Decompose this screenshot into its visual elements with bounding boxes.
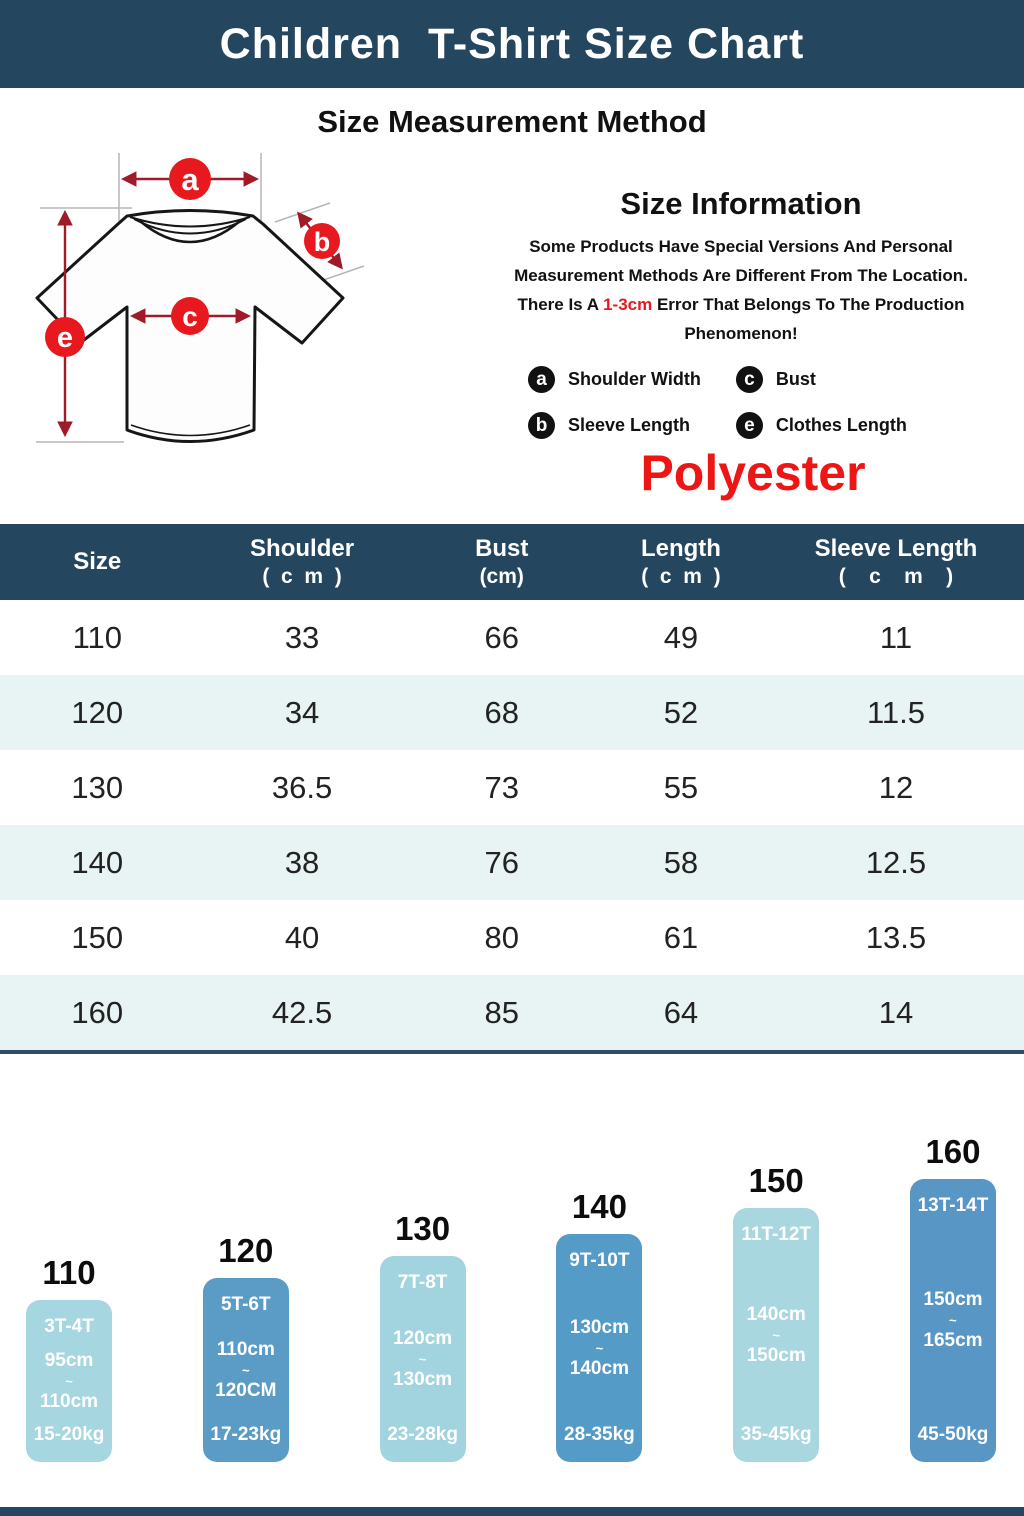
tilde: ~ (595, 1340, 604, 1356)
table-row (0, 750, 1024, 825)
bar-column-130 (380, 1210, 466, 1462)
column-header-shoulder: Shoulder ( c m ) (195, 524, 410, 600)
shoulder-cell: 40 (284, 919, 320, 955)
size-cell: 140 (71, 844, 124, 880)
bust-cell: 80 (484, 919, 519, 955)
size-cell: 160 (0, 975, 195, 1052)
height-range: 110cm ~ 120CM (215, 1338, 277, 1401)
bust-cell: 66 (484, 619, 519, 655)
size-information-note (502, 232, 980, 348)
note-text-part2: Error That Belongs To The Production Phenomenon! (652, 295, 965, 343)
note-text-part1: Some Products Have Special Versions And Personal Measurement Methods Are Different From The Location. There Is A (514, 237, 968, 314)
legend-label: Bust (775, 369, 816, 389)
bar-size-label: 150 (748, 1162, 804, 1199)
size-cell: 120 (71, 694, 124, 730)
bar-size-label: 160 (925, 1133, 981, 1170)
marker-e-letter: e (56, 322, 74, 354)
marker-c-icon: c (736, 366, 763, 393)
sleeve-cell: 13.5 (865, 919, 927, 955)
height-range: 95cm ~ 110cm (39, 1349, 99, 1412)
bar-size-label: 140 (571, 1188, 627, 1225)
tilde: ~ (242, 1362, 250, 1378)
table-row (0, 900, 1024, 975)
length-cell: 64 (594, 975, 768, 1052)
sleeve-cell: 14 (768, 975, 1024, 1052)
length-cell: 55 (663, 769, 699, 805)
bar-column-150 (733, 1162, 819, 1462)
sleeve-cell: 11 (879, 619, 913, 655)
height-range: 140cm ~ 150cm (746, 1303, 806, 1366)
size-bar-120 (203, 1278, 289, 1462)
bust-cell: 85 (410, 975, 594, 1052)
shoulder-cell: 38 (284, 844, 320, 880)
bar-size-label: 110 (42, 1254, 96, 1291)
length-cell: 49 (663, 619, 699, 655)
size-bar-110 (26, 1300, 112, 1462)
marker-a-icon: a (528, 366, 555, 393)
length-cell: 52 (663, 694, 699, 730)
bar-size-label: 130 (395, 1210, 451, 1247)
table-row (0, 600, 1024, 675)
bust-cell: 76 (484, 844, 519, 880)
tilde: ~ (65, 1373, 73, 1389)
age-range: 3T-4T (44, 1316, 94, 1337)
sleeve-cell: 11.5 (866, 694, 925, 730)
legend-item-shoulder-width (528, 366, 736, 393)
bar-column-110 (26, 1254, 112, 1462)
marker-a-letter: a (181, 162, 199, 197)
measurement-method-heading: Size Measurement Method (317, 104, 707, 139)
height-range: 130cm ~ 140cm (569, 1316, 629, 1379)
column-header-bust: Bust (cm) (410, 524, 594, 600)
age-range: 5T-6T (220, 1294, 271, 1315)
table-row (0, 975, 1024, 1052)
weight-range: 15-20kg (33, 1424, 105, 1446)
page-title: Children T-Shirt Size Chart (219, 19, 805, 68)
length-cell: 61 (663, 919, 699, 955)
age-range: 7T-8T (397, 1272, 448, 1293)
column-header-sleeve-length: Sleeve Length ( c m ) (768, 524, 1024, 600)
shoulder-cell: 33 (284, 619, 320, 655)
size-bar-chart (0, 1128, 1024, 1462)
sleeve-cell: 12 (878, 769, 914, 805)
size-cell: 110 (72, 619, 122, 655)
size-bar-150 (733, 1208, 819, 1462)
bust-cell: 68 (484, 694, 519, 730)
shoulder-cell: 36.5 (271, 769, 333, 805)
length-cell: 58 (663, 844, 699, 880)
footer-bar (0, 1507, 1024, 1516)
weight-range: 35-45kg (740, 1424, 812, 1446)
tshirt-measurement-diagram (12, 95, 380, 475)
age-range: 9T-10T (569, 1250, 630, 1271)
legend-label: Clothes Length (775, 415, 907, 435)
legend-label: Sleeve Length (568, 415, 691, 435)
marker-c-letter: c (182, 301, 198, 332)
bust-cell: 73 (484, 769, 519, 805)
size-bar-130 (380, 1256, 466, 1462)
header-bar (0, 0, 1024, 88)
tilde: ~ (772, 1327, 780, 1343)
marker-b-letter: b (313, 227, 331, 257)
material-label: Polyester (640, 445, 866, 501)
bar-column-120 (203, 1232, 289, 1462)
tilde: ~ (949, 1313, 957, 1328)
size-table (0, 524, 1024, 1054)
tilde: ~ (418, 1351, 427, 1367)
legend-item-clothes-length (736, 412, 980, 439)
shoulder-cell: 34 (284, 694, 320, 730)
measurement-legend (502, 366, 980, 439)
legend-item-bust (736, 366, 980, 393)
legend-item-sleeve-length (528, 412, 736, 439)
size-bar-160 (910, 1179, 996, 1462)
column-header-length: Length ( c m ) (594, 524, 768, 600)
error-range-highlight: 1-3cm (603, 295, 653, 314)
age-range: 11T-12T (741, 1224, 812, 1245)
shoulder-cell: 42.5 (195, 975, 410, 1052)
size-bar-140 (556, 1234, 642, 1462)
bar-column-160 (910, 1133, 996, 1462)
column-header-size: Size (0, 524, 195, 600)
marker-b-icon: b (528, 412, 555, 439)
marker-e-icon: e (736, 412, 763, 439)
sleeve-cell: 12.5 (865, 844, 927, 880)
weight-range: 28-35kg (564, 1424, 635, 1446)
height-range: 120cm ~ 130cm (393, 1327, 453, 1390)
weight-range: 45-50kg (917, 1424, 989, 1446)
size-cell: 150 (71, 919, 124, 955)
weight-range: 23-28kg (387, 1424, 458, 1446)
bar-size-label: 120 (218, 1232, 274, 1269)
table-header-row (0, 524, 1024, 600)
age-range: 13T-14T (917, 1195, 989, 1216)
size-information-heading: Size Information (620, 186, 862, 221)
size-cell: 130 (71, 769, 124, 805)
table-row (0, 675, 1024, 750)
height-range: 150cm ~ 165cm (923, 1289, 983, 1351)
legend-label: Shoulder Width (568, 369, 701, 389)
bar-column-140 (556, 1188, 642, 1462)
table-row (0, 825, 1024, 900)
weight-range: 17-23kg (210, 1424, 282, 1446)
size-information-panel (502, 186, 980, 439)
